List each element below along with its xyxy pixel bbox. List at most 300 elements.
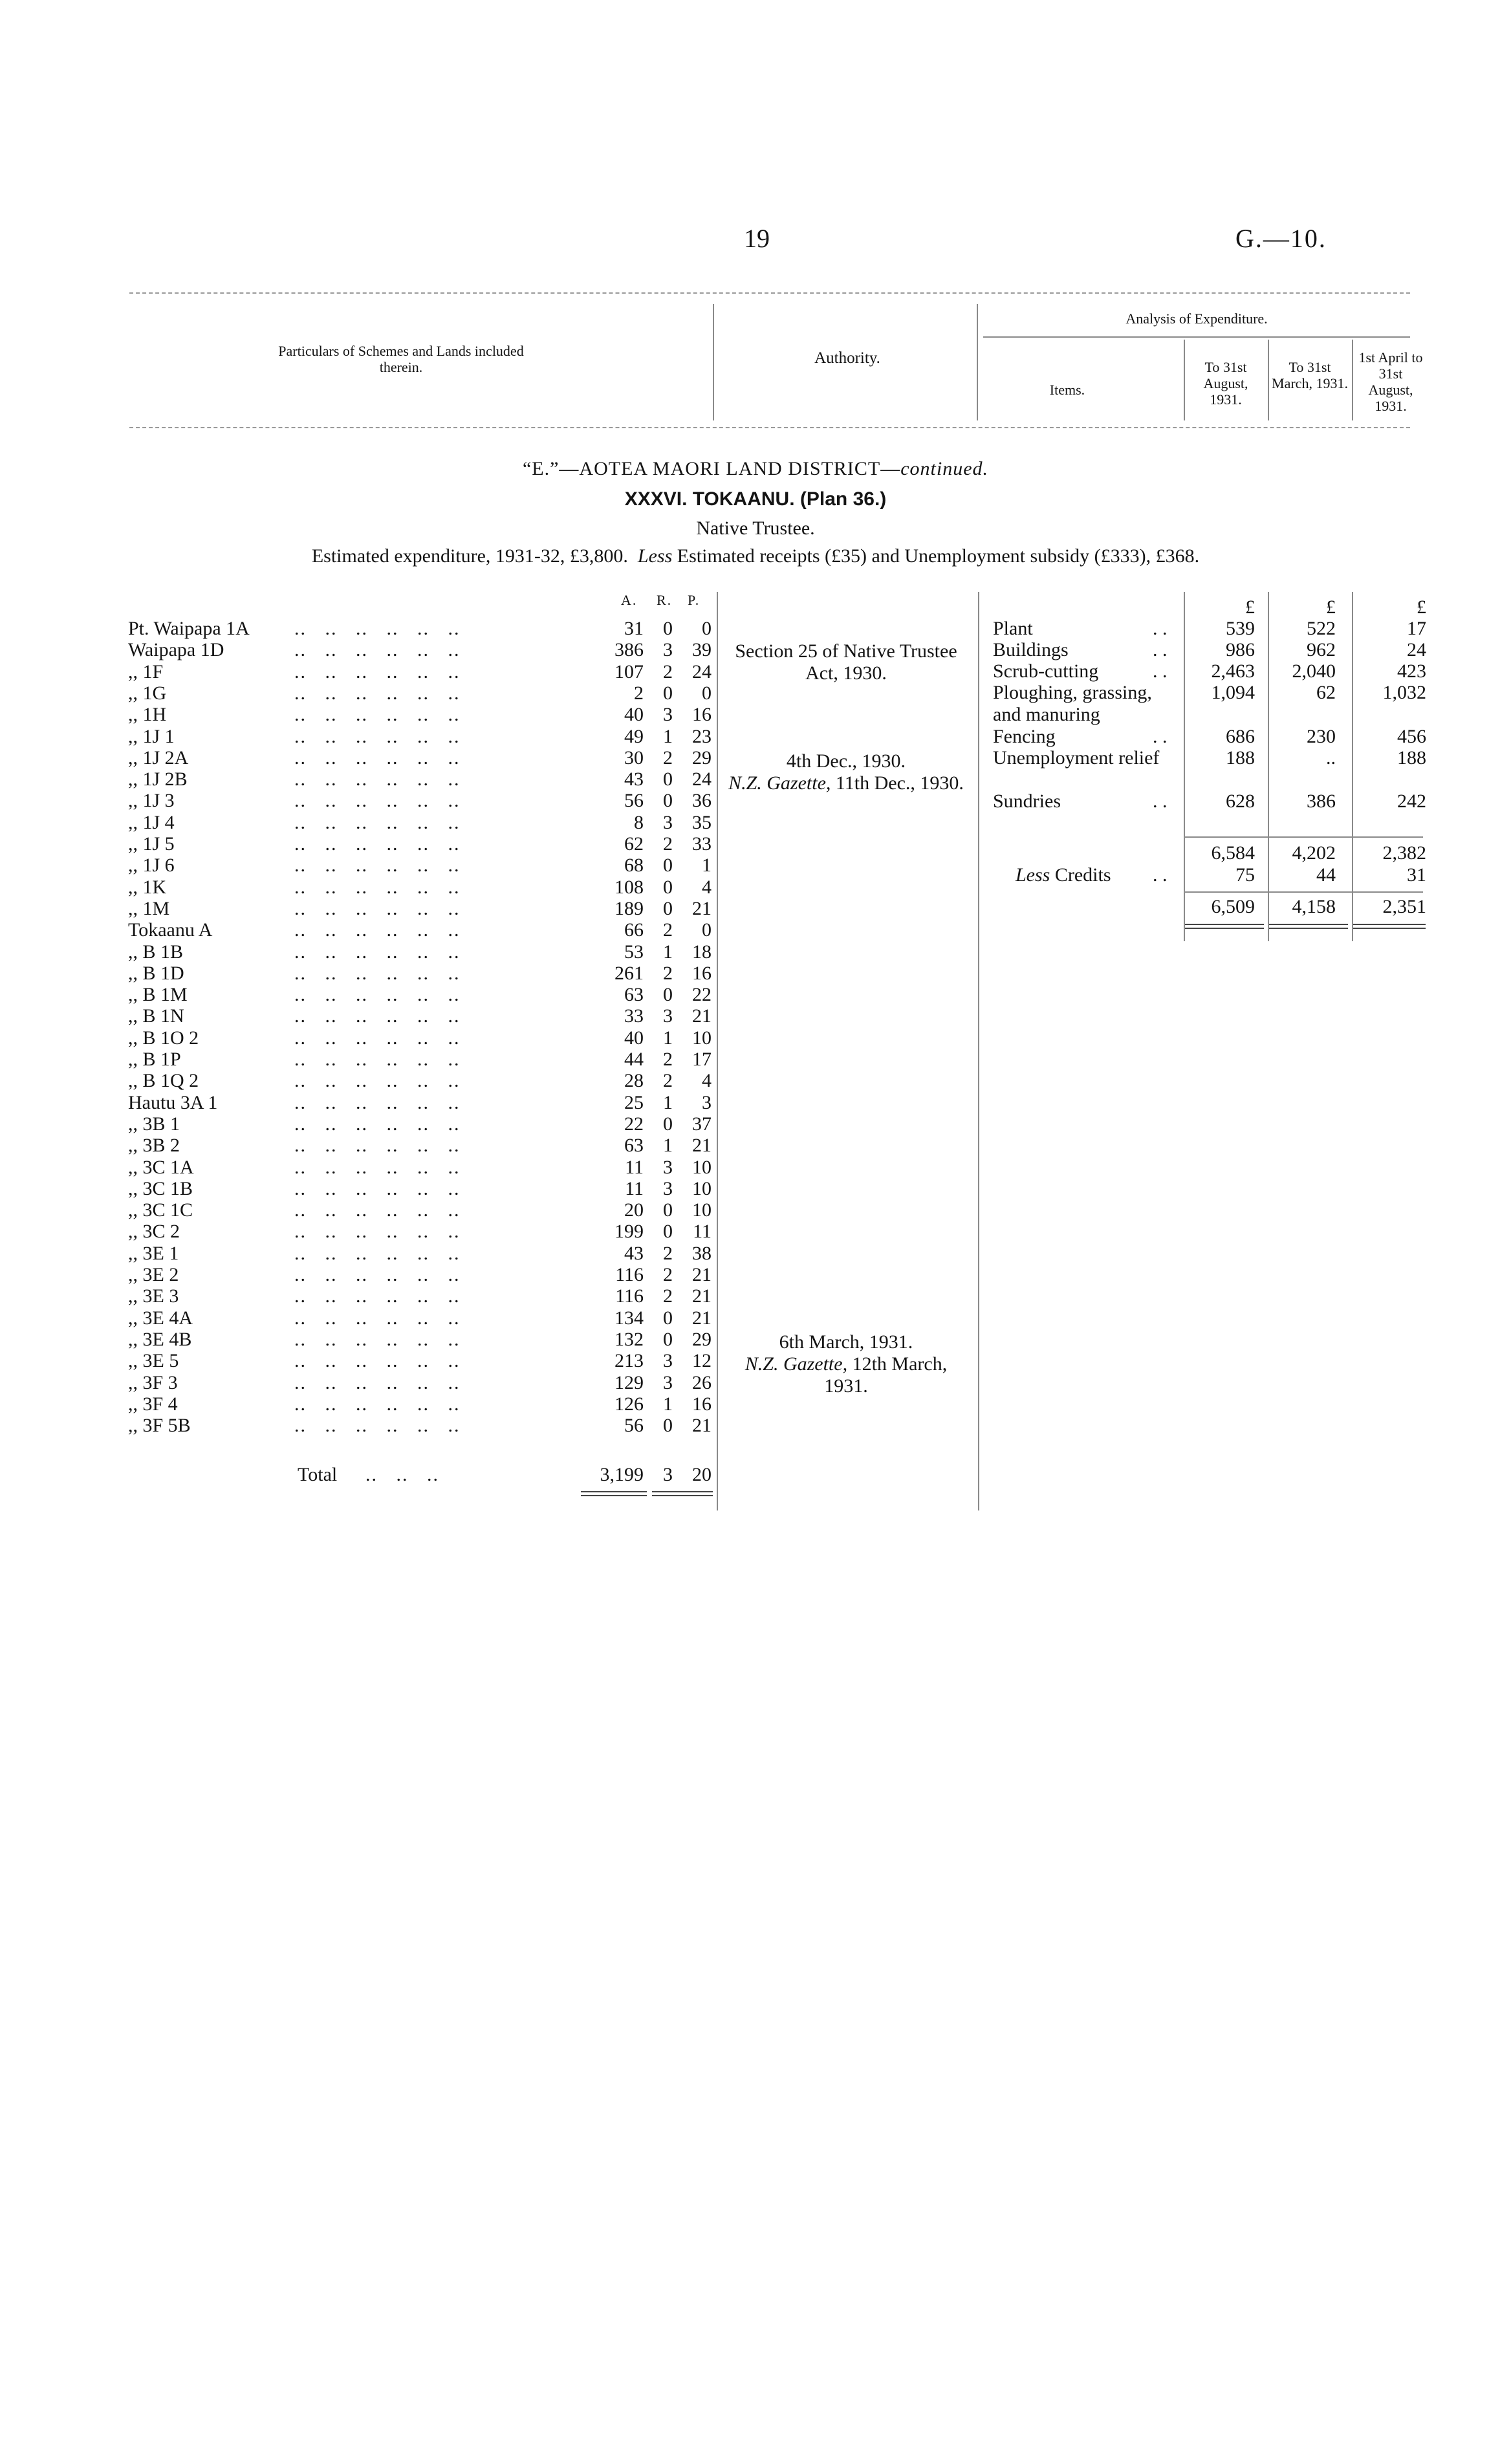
land-name: ,, 3E 1: [128, 1242, 179, 1264]
land-roods: 2: [663, 1049, 673, 1070]
land-perches: 16: [692, 704, 712, 726]
land-name: ,, 3C 1C: [128, 1199, 193, 1221]
land-roods: 2: [663, 962, 673, 984]
item-to-31-aug: 1,094: [1211, 682, 1255, 703]
land-name: ,, 1F: [128, 660, 164, 682]
land-acres: 108: [614, 876, 644, 898]
land-perches: 1: [702, 855, 712, 877]
header-divider: [977, 304, 978, 420]
subtotal-col1: 6,584: [1211, 842, 1255, 864]
land-name: ,, 3F 5B: [128, 1415, 191, 1437]
land-dots: .. .. .. .. .. ..: [294, 1350, 461, 1372]
land-roods: 2: [663, 919, 673, 941]
item-name: Fencing: [993, 726, 1056, 747]
land-perches: 21: [692, 897, 712, 919]
land-dots: .. .. .. .. .. ..: [294, 1285, 461, 1307]
net-double-rule: [1353, 924, 1426, 929]
land-perches: 3: [702, 1091, 712, 1113]
land-roods: 2: [663, 1285, 673, 1307]
land-acres: 25: [624, 1091, 644, 1113]
land-roods: 2: [663, 1070, 673, 1092]
land-dots: .. .. .. .. .. ..: [294, 1393, 461, 1415]
land-row: [0, 1157, 718, 1179]
total-double-rule: [581, 1491, 647, 1496]
land-row: [0, 1393, 718, 1415]
land-acres: 68: [624, 855, 644, 877]
land-perches: 26: [692, 1371, 712, 1393]
land-row: [0, 747, 718, 769]
land-perches: 24: [692, 769, 712, 790]
land-name: ,, 3E 4A: [128, 1307, 193, 1329]
land-acres: 62: [624, 833, 644, 855]
total-dots: .. .. ..: [365, 1464, 439, 1485]
land-dots: .. .. .. .. .. ..: [294, 984, 461, 1006]
item-apr-aug: 423: [1397, 660, 1426, 682]
land-dots: .. .. .. .. .. ..: [294, 639, 461, 661]
land-name: ,, 1J 1: [128, 725, 175, 747]
land-acres: 126: [614, 1393, 644, 1415]
land-name: ,, B 1Q 2: [128, 1070, 199, 1092]
land-acres: 107: [614, 660, 644, 682]
land-roods: 2: [663, 833, 673, 855]
total-double-rule: [652, 1491, 713, 1496]
district-title: “E.”—AOTEA MAORI LAND DISTRICT—continued.: [522, 458, 989, 479]
credits-col1: 75: [1235, 864, 1255, 886]
land-perches: 0: [702, 919, 712, 941]
land-dots: .. .. .. .. .. ..: [294, 790, 461, 812]
currency-col2: £: [1326, 596, 1336, 618]
body-divider: [978, 592, 979, 1510]
land-roods: 0: [663, 769, 673, 790]
land-name: Waipapa 1D: [128, 639, 224, 661]
land-roods: 0: [663, 1328, 673, 1350]
header-divider: [713, 304, 714, 420]
item-to-31-aug: 188: [1226, 747, 1255, 769]
land-acres: 189: [614, 897, 644, 919]
land-row: [0, 1070, 718, 1092]
land-acres: 43: [624, 1242, 644, 1264]
land-acres: 11: [625, 1177, 644, 1199]
land-perches: 21: [692, 1005, 712, 1027]
land-acres: 116: [615, 1264, 644, 1285]
item-name: Scrub-cutting: [993, 660, 1099, 682]
land-name: ,, 1J 2A: [128, 747, 189, 769]
net-rule: [1184, 891, 1423, 893]
land-name: ,, 1G: [128, 682, 167, 704]
land-roods: 3: [663, 1371, 673, 1393]
net-col1: 6,509: [1211, 896, 1255, 917]
land-dots: .. .. .. .. .. ..: [294, 897, 461, 919]
land-row: [0, 1027, 718, 1049]
land-perches: 10: [692, 1156, 712, 1178]
land-perches: 21: [692, 1285, 712, 1307]
land-acres: 66: [624, 919, 644, 941]
currency-col3: £: [1417, 596, 1426, 618]
item-to-31-mar: 962: [1307, 639, 1336, 660]
land-perches: 21: [692, 1264, 712, 1285]
land-dots: .. .. .. .. .. ..: [294, 962, 461, 984]
land-acres: 49: [624, 725, 644, 747]
header-authority: Authority.: [814, 349, 880, 367]
item-dots: . .: [1153, 726, 1168, 747]
land-dots: .. .. .. .. .. ..: [294, 618, 461, 639]
subtotal-col3: 2,382: [1382, 842, 1426, 864]
land-row: [0, 1049, 718, 1071]
land-row: [0, 769, 718, 790]
land-roods: 0: [663, 1307, 673, 1329]
land-dots: .. .. .. .. .. ..: [294, 1049, 461, 1070]
land-row: [0, 1415, 718, 1437]
unit-roods: R.: [657, 592, 673, 608]
land-acres: 116: [615, 1285, 644, 1307]
land-name: ,, 3B 2: [128, 1135, 180, 1157]
land-row: [0, 1113, 718, 1135]
land-perches: 21: [692, 1135, 712, 1157]
land-roods: 2: [663, 660, 673, 682]
land-acres: 40: [624, 1027, 644, 1049]
land-acres: 44: [624, 1049, 644, 1070]
land-dots: .. .. .. .. .. ..: [294, 1199, 461, 1221]
item-name: Buildings: [993, 639, 1069, 660]
land-acres: 40: [624, 704, 644, 726]
land-acres: 31: [624, 618, 644, 639]
item-to-31-aug: 539: [1226, 618, 1255, 639]
land-acres: 199: [614, 1221, 644, 1243]
land-acres: 20: [624, 1199, 644, 1221]
land-dots: .. .. .. .. .. ..: [294, 1221, 461, 1243]
land-perches: 23: [692, 725, 712, 747]
authority-1: Section 25 of Native Trustee Act, 1930.: [735, 640, 957, 684]
land-roods: 2: [663, 747, 673, 769]
land-dots: .. .. .. .. .. ..: [294, 1091, 461, 1113]
credits-dots: . .: [1153, 864, 1168, 886]
land-roods: 3: [663, 704, 673, 726]
land-name: ,, 1J 4: [128, 811, 175, 833]
land-perches: 12: [692, 1350, 712, 1372]
land-acres: 56: [624, 1415, 644, 1437]
land-row: [0, 898, 718, 920]
land-row: [0, 919, 718, 941]
land-perches: 16: [692, 1393, 712, 1415]
unit-acres: A.: [621, 592, 638, 608]
land-name: Hautu 3A 1: [128, 1091, 218, 1113]
land-row: [0, 1092, 718, 1114]
subtotal-rule: [1184, 836, 1423, 838]
land-dots: .. .. .. .. .. ..: [294, 1415, 461, 1437]
land-name: ,, 1J 3: [128, 790, 175, 812]
land-row: [0, 812, 718, 834]
land-roods: 1: [663, 941, 673, 963]
land-roods: 3: [663, 811, 673, 833]
page-code: G.—10.: [1235, 224, 1327, 253]
land-perches: 29: [692, 747, 712, 769]
header-items: Items.: [1049, 382, 1085, 398]
item-to-31-aug: 986: [1226, 639, 1255, 660]
land-row: [0, 963, 718, 985]
land-name: ,, B 1N: [128, 1005, 184, 1027]
item-to-31-mar: 62: [1316, 682, 1336, 703]
net-double-rule: [1185, 924, 1264, 929]
item-apr-aug: 242: [1397, 790, 1426, 812]
land-name: ,, B 1O 2: [128, 1027, 199, 1049]
land-perches: 29: [692, 1328, 712, 1350]
land-dots: .. .. .. .. .. ..: [294, 919, 461, 941]
land-roods: 1: [663, 1091, 673, 1113]
land-name: ,, 1H: [128, 704, 167, 726]
land-acres: 63: [624, 1135, 644, 1157]
subtotal-col2: 4,202: [1292, 842, 1336, 864]
land-roods: 1: [663, 725, 673, 747]
land-acres: 134: [614, 1307, 644, 1329]
land-row: [0, 726, 718, 748]
land-dots: .. .. .. .. .. ..: [294, 1307, 461, 1329]
item-to-31-mar: 230: [1307, 726, 1336, 747]
item-to-31-mar: 522: [1307, 618, 1336, 639]
land-acres: 43: [624, 769, 644, 790]
land-roods: 3: [663, 1156, 673, 1178]
land-perches: 11: [693, 1221, 712, 1243]
total-perches: 20: [692, 1464, 712, 1485]
item-to-31-aug: 2,463: [1211, 660, 1255, 682]
land-name: Pt. Waipapa 1A: [128, 618, 250, 639]
authority-3: 6th March, 1931. N.Z. Gazette, 12th March, 1931.: [745, 1331, 948, 1397]
land-dots: .. .. .. .. .. ..: [294, 1371, 461, 1393]
header-top-rule: [129, 292, 1410, 294]
item-dots: . .: [1153, 639, 1168, 660]
land-row: [0, 1307, 718, 1329]
item-apr-aug: 456: [1397, 726, 1426, 747]
land-roods: 3: [663, 1350, 673, 1372]
land-dots: .. .. .. .. .. ..: [294, 941, 461, 963]
land-acres: 30: [624, 747, 644, 769]
item-dots: . .: [1153, 618, 1168, 639]
item-to-31-mar: 2,040: [1292, 660, 1336, 682]
land-acres: 132: [614, 1328, 644, 1350]
land-dots: .. .. .. .. .. ..: [294, 1156, 461, 1178]
land-dots: .. .. .. .. .. ..: [294, 855, 461, 877]
credits-col2: 44: [1316, 864, 1336, 886]
land-name: ,, B 1M: [128, 984, 188, 1006]
land-row: [0, 1329, 718, 1351]
land-roods: 0: [663, 1199, 673, 1221]
land-row: [0, 704, 718, 726]
net-col2: 4,158: [1292, 896, 1336, 917]
unit-perches: P.: [688, 592, 701, 608]
land-name: ,, 3C 2: [128, 1221, 180, 1243]
land-row: [0, 639, 718, 661]
land-roods: 0: [663, 618, 673, 639]
scheme-administrator: Native Trustee.: [696, 518, 815, 539]
item-apr-aug: 1,032: [1382, 682, 1426, 703]
land-perches: 17: [692, 1049, 712, 1070]
land-roods: 3: [663, 1177, 673, 1199]
land-perches: 39: [692, 639, 712, 661]
land-name: ,, 3E 4B: [128, 1328, 192, 1350]
header-col1: To 31st August, 1931.: [1203, 359, 1248, 408]
land-perches: 33: [692, 833, 712, 855]
item-apr-aug: 17: [1407, 618, 1426, 639]
item-dots: . .: [1153, 660, 1168, 682]
land-name: ,, 3E 2: [128, 1264, 179, 1285]
header-analysis-rule: [983, 336, 1410, 338]
land-dots: .. .. .. .. .. ..: [294, 1027, 461, 1049]
header-col2: To 31st March, 1931.: [1272, 359, 1348, 391]
land-acres: 11: [625, 1156, 644, 1178]
item-apr-aug: 24: [1407, 639, 1426, 660]
land-roods: 0: [663, 1113, 673, 1135]
land-name: ,, B 1D: [128, 962, 184, 984]
credits-col3: 31: [1407, 864, 1426, 886]
land-perches: 16: [692, 962, 712, 984]
land-name: ,, 1K: [128, 876, 167, 898]
land-name: ,, 3E 3: [128, 1285, 179, 1307]
land-row: [0, 1372, 718, 1394]
land-roods: 1: [663, 1027, 673, 1049]
item-name: Unemployment relief: [993, 747, 1160, 769]
land-dots: .. .. .. .. .. ..: [294, 769, 461, 790]
land-row: [0, 1005, 718, 1027]
land-dots: .. .. .. .. .. ..: [294, 1242, 461, 1264]
land-row: [0, 661, 718, 683]
item-to-31-mar: 386: [1307, 790, 1336, 812]
land-perches: 10: [692, 1027, 712, 1049]
land-acres: 56: [624, 790, 644, 812]
header-divider: [1352, 340, 1353, 420]
land-row: [0, 1221, 718, 1243]
page-number: 19: [744, 224, 770, 253]
land-perches: 0: [702, 618, 712, 639]
credits-label: Less Credits: [1016, 864, 1111, 886]
land-dots: .. .. .. .. .. ..: [294, 1328, 461, 1350]
land-name: ,, 1J 2B: [128, 769, 188, 790]
land-perches: 0: [702, 682, 712, 704]
total-row: [0, 1464, 718, 1486]
land-roods: 0: [663, 876, 673, 898]
total-roods: 3: [663, 1464, 673, 1485]
item-to-31-aug: 686: [1226, 726, 1255, 747]
land-row: [0, 1135, 718, 1157]
land-dots: .. .. .. .. .. ..: [294, 1005, 461, 1027]
land-dots: .. .. .. .. .. ..: [294, 876, 461, 898]
land-dots: .. .. .. .. .. ..: [294, 1135, 461, 1157]
land-roods: 3: [663, 1005, 673, 1027]
land-perches: 4: [702, 876, 712, 898]
land-dots: .. .. .. .. .. ..: [294, 725, 461, 747]
land-row: [0, 877, 718, 899]
land-dots: .. .. .. .. .. ..: [294, 747, 461, 769]
land-acres: 213: [614, 1350, 644, 1372]
land-roods: 0: [663, 984, 673, 1006]
land-dots: .. .. .. .. .. ..: [294, 704, 461, 726]
land-acres: 33: [624, 1005, 644, 1027]
land-roods: 1: [663, 1393, 673, 1415]
land-row: [0, 1285, 718, 1307]
land-perches: 24: [692, 660, 712, 682]
land-acres: 53: [624, 941, 644, 963]
land-perches: 10: [692, 1177, 712, 1199]
land-perches: 37: [692, 1113, 712, 1135]
header-analysis: Analysis of Expenditure.: [1125, 311, 1268, 327]
land-acres: 2: [634, 682, 644, 704]
land-dots: .. .. .. .. .. ..: [294, 1070, 461, 1092]
land-roods: 0: [663, 1221, 673, 1243]
land-acres: 8: [634, 811, 644, 833]
land-roods: 1: [663, 1135, 673, 1157]
land-dots: .. .. .. .. .. ..: [294, 1264, 461, 1285]
land-row: [0, 855, 718, 877]
header-divider: [1184, 340, 1185, 420]
header-col3: 1st April to 31st August, 1931.: [1358, 349, 1423, 414]
land-roods: 0: [663, 1415, 673, 1437]
currency-col1: £: [1245, 596, 1255, 618]
land-perches: 21: [692, 1307, 712, 1329]
land-perches: 18: [692, 941, 712, 963]
item-to-31-aug: 628: [1226, 790, 1255, 812]
land-name: ,, B 1B: [128, 941, 184, 963]
land-name: ,, 3E 5: [128, 1350, 179, 1372]
net-col3: 2,351: [1382, 896, 1426, 917]
total-acres: 3,199: [600, 1464, 644, 1485]
net-double-rule: [1269, 924, 1348, 929]
land-acres: 261: [614, 962, 644, 984]
land-row: [0, 941, 718, 963]
land-row: [0, 1243, 718, 1265]
land-row: [0, 682, 718, 704]
land-perches: 22: [692, 984, 712, 1006]
land-dots: .. .. .. .. .. ..: [294, 682, 461, 704]
land-acres: 129: [614, 1371, 644, 1393]
land-row: [0, 984, 718, 1006]
land-name: ,, 3B 1: [128, 1113, 180, 1135]
land-acres: 386: [614, 639, 644, 661]
item-name: Sundries: [993, 790, 1061, 812]
land-dots: .. .. .. .. .. ..: [294, 660, 461, 682]
header-bottom-rule: [129, 427, 1410, 428]
land-roods: 0: [663, 897, 673, 919]
total-label: Total: [298, 1464, 338, 1485]
land-roods: 2: [663, 1242, 673, 1264]
land-name: ,, 1M: [128, 897, 170, 919]
land-roods: 0: [663, 855, 673, 877]
item-name: Ploughing, grassing, and manuring: [993, 682, 1152, 725]
land-acres: 22: [624, 1113, 644, 1135]
land-row: [0, 618, 718, 640]
land-dots: .. .. .. .. .. ..: [294, 1177, 461, 1199]
land-dots: .. .. .. .. .. ..: [294, 1113, 461, 1135]
land-acres: 63: [624, 984, 644, 1006]
scheme-title: XXXVI. TOKAANU. (Plan 36.): [624, 488, 887, 510]
land-perches: 38: [692, 1242, 712, 1264]
land-row: [0, 1199, 718, 1221]
land-roods: 0: [663, 790, 673, 812]
land-name: ,, 3F 4: [128, 1393, 178, 1415]
land-row: [0, 790, 718, 812]
estimate-line: Estimated expenditure, 1931-32, £3,800. Less Estimated receipts (£35) and Unemployment subsidy (£333), £368.: [311, 545, 1200, 567]
land-perches: 21: [692, 1415, 712, 1437]
land-perches: 36: [692, 790, 712, 812]
land-name: ,, 1J 5: [128, 833, 175, 855]
land-perches: 4: [702, 1070, 712, 1092]
land-name: ,, B 1P: [128, 1049, 181, 1070]
land-row: [0, 833, 718, 855]
land-name: ,, 1J 6: [128, 855, 175, 877]
header-divider: [1268, 340, 1269, 420]
land-row: [0, 1178, 718, 1200]
item-apr-aug: 188: [1397, 747, 1426, 769]
land-dots: .. .. .. .. .. ..: [294, 833, 461, 855]
land-name: ,, 3F 3: [128, 1371, 178, 1393]
item-name: Plant: [993, 618, 1033, 639]
